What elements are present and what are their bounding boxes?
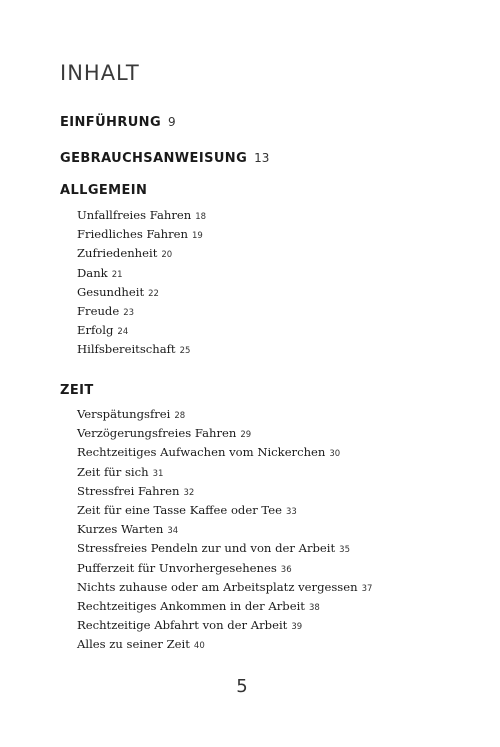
toc-item xyxy=(77,264,206,283)
toc-item-page: 19 xyxy=(191,231,203,242)
toc-item-page: 25 xyxy=(179,346,191,357)
toc-item xyxy=(77,443,372,462)
toc-item-label: Zeit für sich xyxy=(77,464,149,479)
toc-item-label: Unfallfreies Fahren xyxy=(77,208,192,222)
toc-item-page: 36 xyxy=(280,564,292,575)
section-heading-allgemein: ALLGEMEIN xyxy=(60,183,148,198)
toc-item-page: 30 xyxy=(329,449,341,460)
toc-item xyxy=(77,501,372,520)
toc-item-page: 21 xyxy=(111,269,123,280)
toc-item xyxy=(77,302,206,321)
toc-item-label: Nichts zuhause oder am Arbeitsplatz vergessen xyxy=(77,579,358,594)
toc-item xyxy=(77,539,372,558)
toc-item-page: 23 xyxy=(123,307,135,318)
toc-item-page: 24 xyxy=(117,327,129,338)
toc-item-label: Stressfrei Fahren xyxy=(77,483,180,498)
toc-item xyxy=(77,206,206,225)
page-number: 5 xyxy=(236,676,248,697)
toc-item xyxy=(77,616,372,635)
toc-item-page: 40 xyxy=(193,641,205,652)
toc-item xyxy=(77,635,372,654)
toc-item-page: 22 xyxy=(148,288,159,299)
toc-item-label: Gesundheit xyxy=(77,284,145,299)
toc-item-label: Alles zu seiner Zeit xyxy=(77,637,190,652)
toc-item xyxy=(77,340,206,359)
section-heading-zeit: ZEIT xyxy=(60,383,94,398)
toc-item-page: 34 xyxy=(167,526,179,537)
toc-item xyxy=(77,578,372,597)
toc-item xyxy=(77,424,372,443)
toc-item-label: Friedliches Fahren xyxy=(77,227,188,242)
toc-item-page: 20 xyxy=(161,250,173,261)
toc-item-label: Zufriedenheit xyxy=(77,246,158,261)
toc-item xyxy=(77,321,206,340)
toc-entry-einfuehrung xyxy=(60,111,176,130)
page-title: INHALT xyxy=(60,61,140,85)
toc-item xyxy=(77,463,372,482)
toc-item xyxy=(77,559,372,578)
toc-entry-page: 13 xyxy=(254,151,270,165)
toc-item-label: Rechtzeitiges Aufwachen vom Nickerchen xyxy=(77,445,326,460)
toc-item xyxy=(77,405,372,424)
toc-item-label: Verspätungsfrei xyxy=(77,407,171,421)
toc-item xyxy=(77,482,372,501)
toc-item xyxy=(77,225,206,244)
toc-item-label: Pufferzeit für Unvorhergesehenes xyxy=(77,560,277,575)
toc-item-label: Stressfreies Pendeln zur und von der Arbeit xyxy=(77,541,336,556)
toc-item-page: 18 xyxy=(195,212,207,222)
toc-entry-page: 9 xyxy=(168,115,176,129)
toc-item-label: Kurzes Warten xyxy=(77,522,164,537)
toc-item-label: Freude xyxy=(77,303,120,318)
toc-item xyxy=(77,597,372,616)
toc-item xyxy=(77,283,206,302)
section-list-zeit xyxy=(77,405,372,654)
section-list-allgemein xyxy=(77,206,206,360)
toc-item-page: 32 xyxy=(183,487,195,498)
toc-item-label: Verzögerungsfreies Fahren xyxy=(77,426,237,441)
toc-item-label: Dank xyxy=(77,265,108,280)
toc-item-label: Erfolg xyxy=(77,323,114,338)
toc-entry-label: EINFÜHRUNG xyxy=(60,115,162,130)
toc-item-label: Rechtzeitiges Ankommen in der Arbeit xyxy=(77,598,305,613)
toc-item-page: 28 xyxy=(174,411,186,421)
toc-item-page: 37 xyxy=(361,583,373,594)
toc-item-label: Zeit für eine Tasse Kaffee oder Tee xyxy=(77,502,282,517)
toc-item-page: 35 xyxy=(339,545,350,556)
toc-item-label: Rechtzeitige Abfahrt von der Arbeit xyxy=(77,618,288,633)
toc-entry-label: GEBRAUCHSANWEISUNG xyxy=(60,151,248,166)
toc-item-page: 29 xyxy=(240,430,252,441)
toc-item xyxy=(77,520,372,539)
toc-item-page: 38 xyxy=(308,602,320,613)
toc-entry-gebrauchsanweisung xyxy=(60,147,269,166)
toc-item-page: 31 xyxy=(152,468,164,479)
toc-item-page: 33 xyxy=(286,506,297,517)
toc-item-page: 39 xyxy=(291,622,303,633)
toc-item xyxy=(77,244,206,263)
toc-item-label: Hilfsbereitschaft xyxy=(77,342,176,357)
